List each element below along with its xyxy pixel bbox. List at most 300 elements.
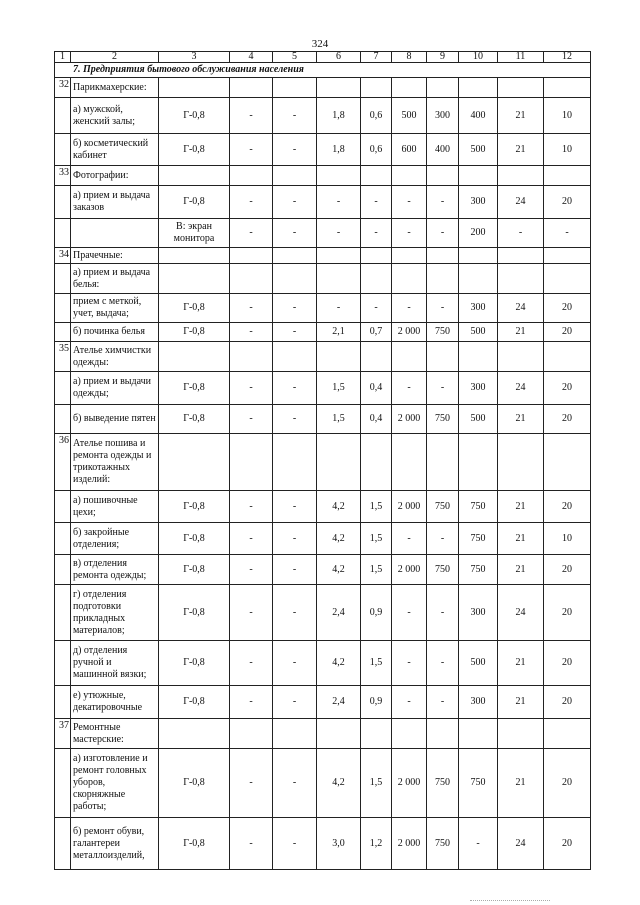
value-cell (392, 719, 427, 749)
value-cell: В: экран монитора (159, 219, 230, 248)
value-cell: - (273, 372, 317, 405)
value-cell (544, 78, 591, 98)
item-number: 32 (55, 78, 71, 98)
value-cell: 4,2 (317, 641, 361, 686)
value-cell (544, 719, 591, 749)
value-cell: 20 (544, 585, 591, 641)
item-name: б) ремонт обуви, галантереи металлоизделий, (71, 818, 159, 870)
value-cell (230, 78, 273, 98)
value-cell: 20 (544, 686, 591, 719)
column-number: 5 (273, 52, 317, 63)
value-cell: Г-0,8 (159, 405, 230, 434)
value-cell: - (230, 585, 273, 641)
table-row (55, 323, 591, 342)
value-cell: 2 000 (392, 818, 427, 870)
value-cell: 4,2 (317, 555, 361, 585)
value-cell (361, 166, 392, 186)
value-cell: 2 000 (392, 555, 427, 585)
value-cell: 300 (459, 294, 498, 323)
value-cell (427, 342, 459, 372)
value-cell: - (273, 323, 317, 342)
table-row (55, 555, 591, 585)
value-cell: 750 (427, 818, 459, 870)
table-row (55, 372, 591, 405)
value-cell (361, 248, 392, 264)
value-cell (159, 719, 230, 749)
item-name: прием с меткой, учет, выдача; (71, 294, 159, 323)
value-cell (361, 264, 392, 294)
value-cell: - (273, 186, 317, 219)
table-row (55, 264, 591, 294)
value-cell (544, 342, 591, 372)
value-cell (159, 166, 230, 186)
value-cell (159, 264, 230, 294)
value-cell: 0,6 (361, 98, 392, 134)
table-row (55, 585, 591, 641)
value-cell: - (273, 641, 317, 686)
value-cell: 2 000 (392, 749, 427, 818)
value-cell: - (230, 372, 273, 405)
value-cell (427, 264, 459, 294)
value-cell (498, 248, 544, 264)
value-cell: 750 (459, 555, 498, 585)
value-cell: 300 (427, 98, 459, 134)
value-cell: 21 (498, 523, 544, 555)
table-row (55, 686, 591, 719)
value-cell (317, 719, 361, 749)
value-cell: 20 (544, 749, 591, 818)
item-name: Ателье химчистки одежды: (71, 342, 159, 372)
value-cell (361, 342, 392, 372)
value-cell (317, 434, 361, 491)
value-cell (544, 166, 591, 186)
value-cell: Г-0,8 (159, 818, 230, 870)
table-row (55, 641, 591, 686)
value-cell: 750 (459, 491, 498, 523)
table-row (55, 491, 591, 523)
table-row (55, 248, 591, 264)
table-row (55, 434, 591, 491)
item-name: д) отделения ручной и машинной вязки; (71, 641, 159, 686)
table-row (55, 818, 591, 870)
value-cell: 24 (498, 372, 544, 405)
value-cell: 3,0 (317, 818, 361, 870)
value-cell: 750 (427, 555, 459, 585)
value-cell: - (273, 294, 317, 323)
value-cell: - (427, 641, 459, 686)
item-name: а) прием и выдачи одежды; (71, 372, 159, 405)
value-cell (230, 342, 273, 372)
column-number: 12 (544, 52, 591, 63)
value-cell: 10 (544, 134, 591, 166)
value-cell: - (361, 219, 392, 248)
value-cell: - (230, 555, 273, 585)
table-row (55, 98, 591, 134)
item-number (55, 264, 71, 294)
table-row (55, 523, 591, 555)
value-cell: 500 (459, 641, 498, 686)
value-cell: - (273, 491, 317, 523)
item-number: 35 (55, 342, 71, 372)
value-cell: 750 (459, 749, 498, 818)
value-cell: 20 (544, 372, 591, 405)
value-cell: - (230, 405, 273, 434)
value-cell: - (361, 186, 392, 219)
value-cell (498, 434, 544, 491)
item-name: е) утюжные, декатировочные (71, 686, 159, 719)
value-cell (459, 342, 498, 372)
value-cell: - (230, 491, 273, 523)
value-cell: - (317, 186, 361, 219)
value-cell: 600 (392, 134, 427, 166)
value-cell: 20 (544, 555, 591, 585)
value-cell: - (392, 219, 427, 248)
column-number-row (55, 52, 591, 63)
item-name: г) отделения подготовки прикладных материалов; (71, 585, 159, 641)
value-cell (459, 78, 498, 98)
value-cell (317, 264, 361, 294)
value-cell: 21 (498, 491, 544, 523)
value-cell (392, 78, 427, 98)
value-cell: - (230, 98, 273, 134)
value-cell: - (230, 323, 273, 342)
value-cell: - (544, 219, 591, 248)
value-cell (427, 719, 459, 749)
value-cell: 24 (498, 186, 544, 219)
value-cell: 20 (544, 294, 591, 323)
value-cell: 20 (544, 186, 591, 219)
value-cell: 400 (427, 134, 459, 166)
item-number (55, 686, 71, 719)
value-cell: 20 (544, 405, 591, 434)
item-number (55, 134, 71, 166)
value-cell (427, 434, 459, 491)
value-cell: - (273, 134, 317, 166)
value-cell: 21 (498, 686, 544, 719)
value-cell: 20 (544, 641, 591, 686)
norms-table (54, 51, 591, 870)
value-cell (317, 78, 361, 98)
value-cell: 300 (459, 186, 498, 219)
value-cell (361, 434, 392, 491)
value-cell: - (392, 523, 427, 555)
column-number: 8 (392, 52, 427, 63)
item-number: 34 (55, 248, 71, 264)
value-cell: Г-0,8 (159, 323, 230, 342)
value-cell: 500 (459, 323, 498, 342)
value-cell: 1,2 (361, 818, 392, 870)
section-row (55, 63, 591, 78)
value-cell (230, 166, 273, 186)
value-cell (459, 719, 498, 749)
value-cell: 4,2 (317, 523, 361, 555)
value-cell: 0,6 (361, 134, 392, 166)
column-number: 3 (159, 52, 230, 63)
value-cell: 24 (498, 294, 544, 323)
value-cell: 1,5 (317, 405, 361, 434)
item-number (55, 491, 71, 523)
item-name: б) выведение пятен (71, 405, 159, 434)
value-cell: 21 (498, 98, 544, 134)
item-number (55, 294, 71, 323)
value-cell: 1,5 (361, 641, 392, 686)
value-cell: 1,5 (361, 555, 392, 585)
page-number: 324 (311, 38, 329, 50)
value-cell (317, 342, 361, 372)
value-cell: 4,2 (317, 749, 361, 818)
value-cell: - (273, 818, 317, 870)
value-cell: 500 (459, 405, 498, 434)
column-number: 7 (361, 52, 392, 63)
item-number (55, 323, 71, 342)
value-cell (230, 719, 273, 749)
value-cell: Г-0,8 (159, 134, 230, 166)
value-cell: 1,8 (317, 134, 361, 166)
value-cell: Г-0,8 (159, 294, 230, 323)
value-cell (273, 434, 317, 491)
value-cell (273, 719, 317, 749)
value-cell: - (459, 818, 498, 870)
value-cell: 300 (459, 585, 498, 641)
value-cell: 10 (544, 98, 591, 134)
column-number: 6 (317, 52, 361, 63)
value-cell: Г-0,8 (159, 641, 230, 686)
item-number (55, 186, 71, 219)
value-cell: - (427, 294, 459, 323)
value-cell (459, 248, 498, 264)
value-cell: 750 (427, 323, 459, 342)
item-number (55, 405, 71, 434)
item-name: б) починка белья (71, 323, 159, 342)
value-cell: 500 (459, 134, 498, 166)
value-cell: - (230, 686, 273, 719)
value-cell: 10 (544, 523, 591, 555)
value-cell: - (392, 294, 427, 323)
value-cell (392, 434, 427, 491)
value-cell (273, 264, 317, 294)
value-cell (459, 264, 498, 294)
value-cell: 2,4 (317, 585, 361, 641)
value-cell: 21 (498, 323, 544, 342)
table-row (55, 749, 591, 818)
value-cell: 2 000 (392, 405, 427, 434)
value-cell (273, 248, 317, 264)
value-cell (498, 719, 544, 749)
item-number (55, 372, 71, 405)
value-cell: - (317, 294, 361, 323)
value-cell: - (427, 372, 459, 405)
value-cell: - (427, 686, 459, 719)
value-cell: 1,8 (317, 98, 361, 134)
value-cell (544, 264, 591, 294)
table-row (55, 186, 591, 219)
value-cell (459, 434, 498, 491)
value-cell: Г-0,8 (159, 186, 230, 219)
value-cell (427, 166, 459, 186)
value-cell: - (230, 523, 273, 555)
column-number: 1 (55, 52, 71, 63)
value-cell: 21 (498, 555, 544, 585)
item-name: Ателье пошива и ремонта одежды и трикотажных изделий: (71, 434, 159, 491)
value-cell: - (273, 523, 317, 555)
value-cell (317, 166, 361, 186)
value-cell (317, 248, 361, 264)
item-number (55, 585, 71, 641)
item-name: а) пошивочные цехи; (71, 491, 159, 523)
value-cell (544, 434, 591, 491)
value-cell: Г-0,8 (159, 491, 230, 523)
value-cell (392, 248, 427, 264)
value-cell: Г-0,8 (159, 372, 230, 405)
value-cell: 20 (544, 818, 591, 870)
item-name: а) прием и выдача белья: (71, 264, 159, 294)
value-cell: 0,4 (361, 405, 392, 434)
column-number: 9 (427, 52, 459, 63)
value-cell: 2,1 (317, 323, 361, 342)
value-cell: - (392, 641, 427, 686)
value-cell (392, 166, 427, 186)
value-cell: Г-0,8 (159, 98, 230, 134)
value-cell: 1,5 (317, 372, 361, 405)
value-cell (498, 342, 544, 372)
item-number (55, 818, 71, 870)
value-cell: 1,5 (361, 523, 392, 555)
value-cell: 20 (544, 323, 591, 342)
value-cell: - (230, 749, 273, 818)
value-cell: 4,2 (317, 491, 361, 523)
value-cell: 2 000 (392, 491, 427, 523)
value-cell: - (392, 372, 427, 405)
item-name: б) закройные отделения; (71, 523, 159, 555)
value-cell (230, 264, 273, 294)
item-number: 37 (55, 719, 71, 749)
column-number: 11 (498, 52, 544, 63)
value-cell (159, 342, 230, 372)
value-cell: 21 (498, 749, 544, 818)
table-row (55, 219, 591, 248)
value-cell: - (273, 749, 317, 818)
value-cell: Г-0,8 (159, 585, 230, 641)
value-cell: - (498, 219, 544, 248)
value-cell: 0,4 (361, 372, 392, 405)
value-cell (392, 264, 427, 294)
value-cell: - (273, 405, 317, 434)
value-cell (159, 78, 230, 98)
value-cell: - (273, 219, 317, 248)
value-cell: - (230, 186, 273, 219)
value-cell: 24 (498, 585, 544, 641)
value-cell: 750 (427, 749, 459, 818)
value-cell: - (273, 555, 317, 585)
item-name: в) отделения ремонта одежды; (71, 555, 159, 585)
value-cell: 300 (459, 372, 498, 405)
item-number (55, 749, 71, 818)
item-number (55, 98, 71, 134)
value-cell: 0,9 (361, 686, 392, 719)
value-cell: - (392, 186, 427, 219)
value-cell (427, 248, 459, 264)
value-cell: - (273, 585, 317, 641)
value-cell: 21 (498, 641, 544, 686)
table-row (55, 134, 591, 166)
section-title: 7. Предприятия бытового обслуживания населения (55, 63, 591, 78)
value-cell: 20 (544, 491, 591, 523)
value-cell: Г-0,8 (159, 523, 230, 555)
item-name: а) прием и выдача заказов (71, 186, 159, 219)
column-number: 4 (230, 52, 273, 63)
value-cell: 1,5 (361, 491, 392, 523)
item-number: 36 (55, 434, 71, 491)
value-cell: Г-0,8 (159, 555, 230, 585)
item-name: Ремонтные мастерские: (71, 719, 159, 749)
item-number (55, 219, 71, 248)
item-name: а) мужской, женский залы; (71, 98, 159, 134)
value-cell: - (230, 134, 273, 166)
item-name: а) изготовление и ремонт головных уборов, скорняжные работы; (71, 749, 159, 818)
value-cell: - (361, 294, 392, 323)
scan-artifact (470, 899, 550, 901)
value-cell: - (230, 294, 273, 323)
item-name: Парикмахерские: (71, 78, 159, 98)
table-row (55, 78, 591, 98)
value-cell: - (273, 686, 317, 719)
value-cell (159, 434, 230, 491)
value-cell: 21 (498, 134, 544, 166)
value-cell: 1,5 (361, 749, 392, 818)
value-cell: - (392, 585, 427, 641)
value-cell: 750 (427, 405, 459, 434)
value-cell (544, 248, 591, 264)
value-cell (230, 248, 273, 264)
value-cell (273, 342, 317, 372)
value-cell (273, 166, 317, 186)
value-cell (498, 166, 544, 186)
value-cell: 2,4 (317, 686, 361, 719)
value-cell (498, 264, 544, 294)
value-cell: 500 (392, 98, 427, 134)
item-number: 33 (55, 166, 71, 186)
value-cell: 750 (459, 523, 498, 555)
value-cell: 24 (498, 818, 544, 870)
item-number (55, 555, 71, 585)
value-cell (459, 166, 498, 186)
value-cell (230, 434, 273, 491)
value-cell: 400 (459, 98, 498, 134)
value-cell: - (427, 523, 459, 555)
value-cell: - (392, 686, 427, 719)
value-cell: - (230, 219, 273, 248)
value-cell: - (427, 585, 459, 641)
item-number (55, 523, 71, 555)
item-name: б) косметический кабинет (71, 134, 159, 166)
value-cell (273, 78, 317, 98)
table-row (55, 342, 591, 372)
item-number (55, 641, 71, 686)
value-cell: - (427, 219, 459, 248)
value-cell (498, 78, 544, 98)
value-cell (159, 248, 230, 264)
table-row (55, 294, 591, 323)
value-cell (361, 78, 392, 98)
value-cell (427, 78, 459, 98)
value-cell: 0,9 (361, 585, 392, 641)
value-cell: - (427, 186, 459, 219)
column-number: 10 (459, 52, 498, 63)
table-row (55, 166, 591, 186)
value-cell: 0,7 (361, 323, 392, 342)
value-cell: - (317, 219, 361, 248)
table-row (55, 405, 591, 434)
